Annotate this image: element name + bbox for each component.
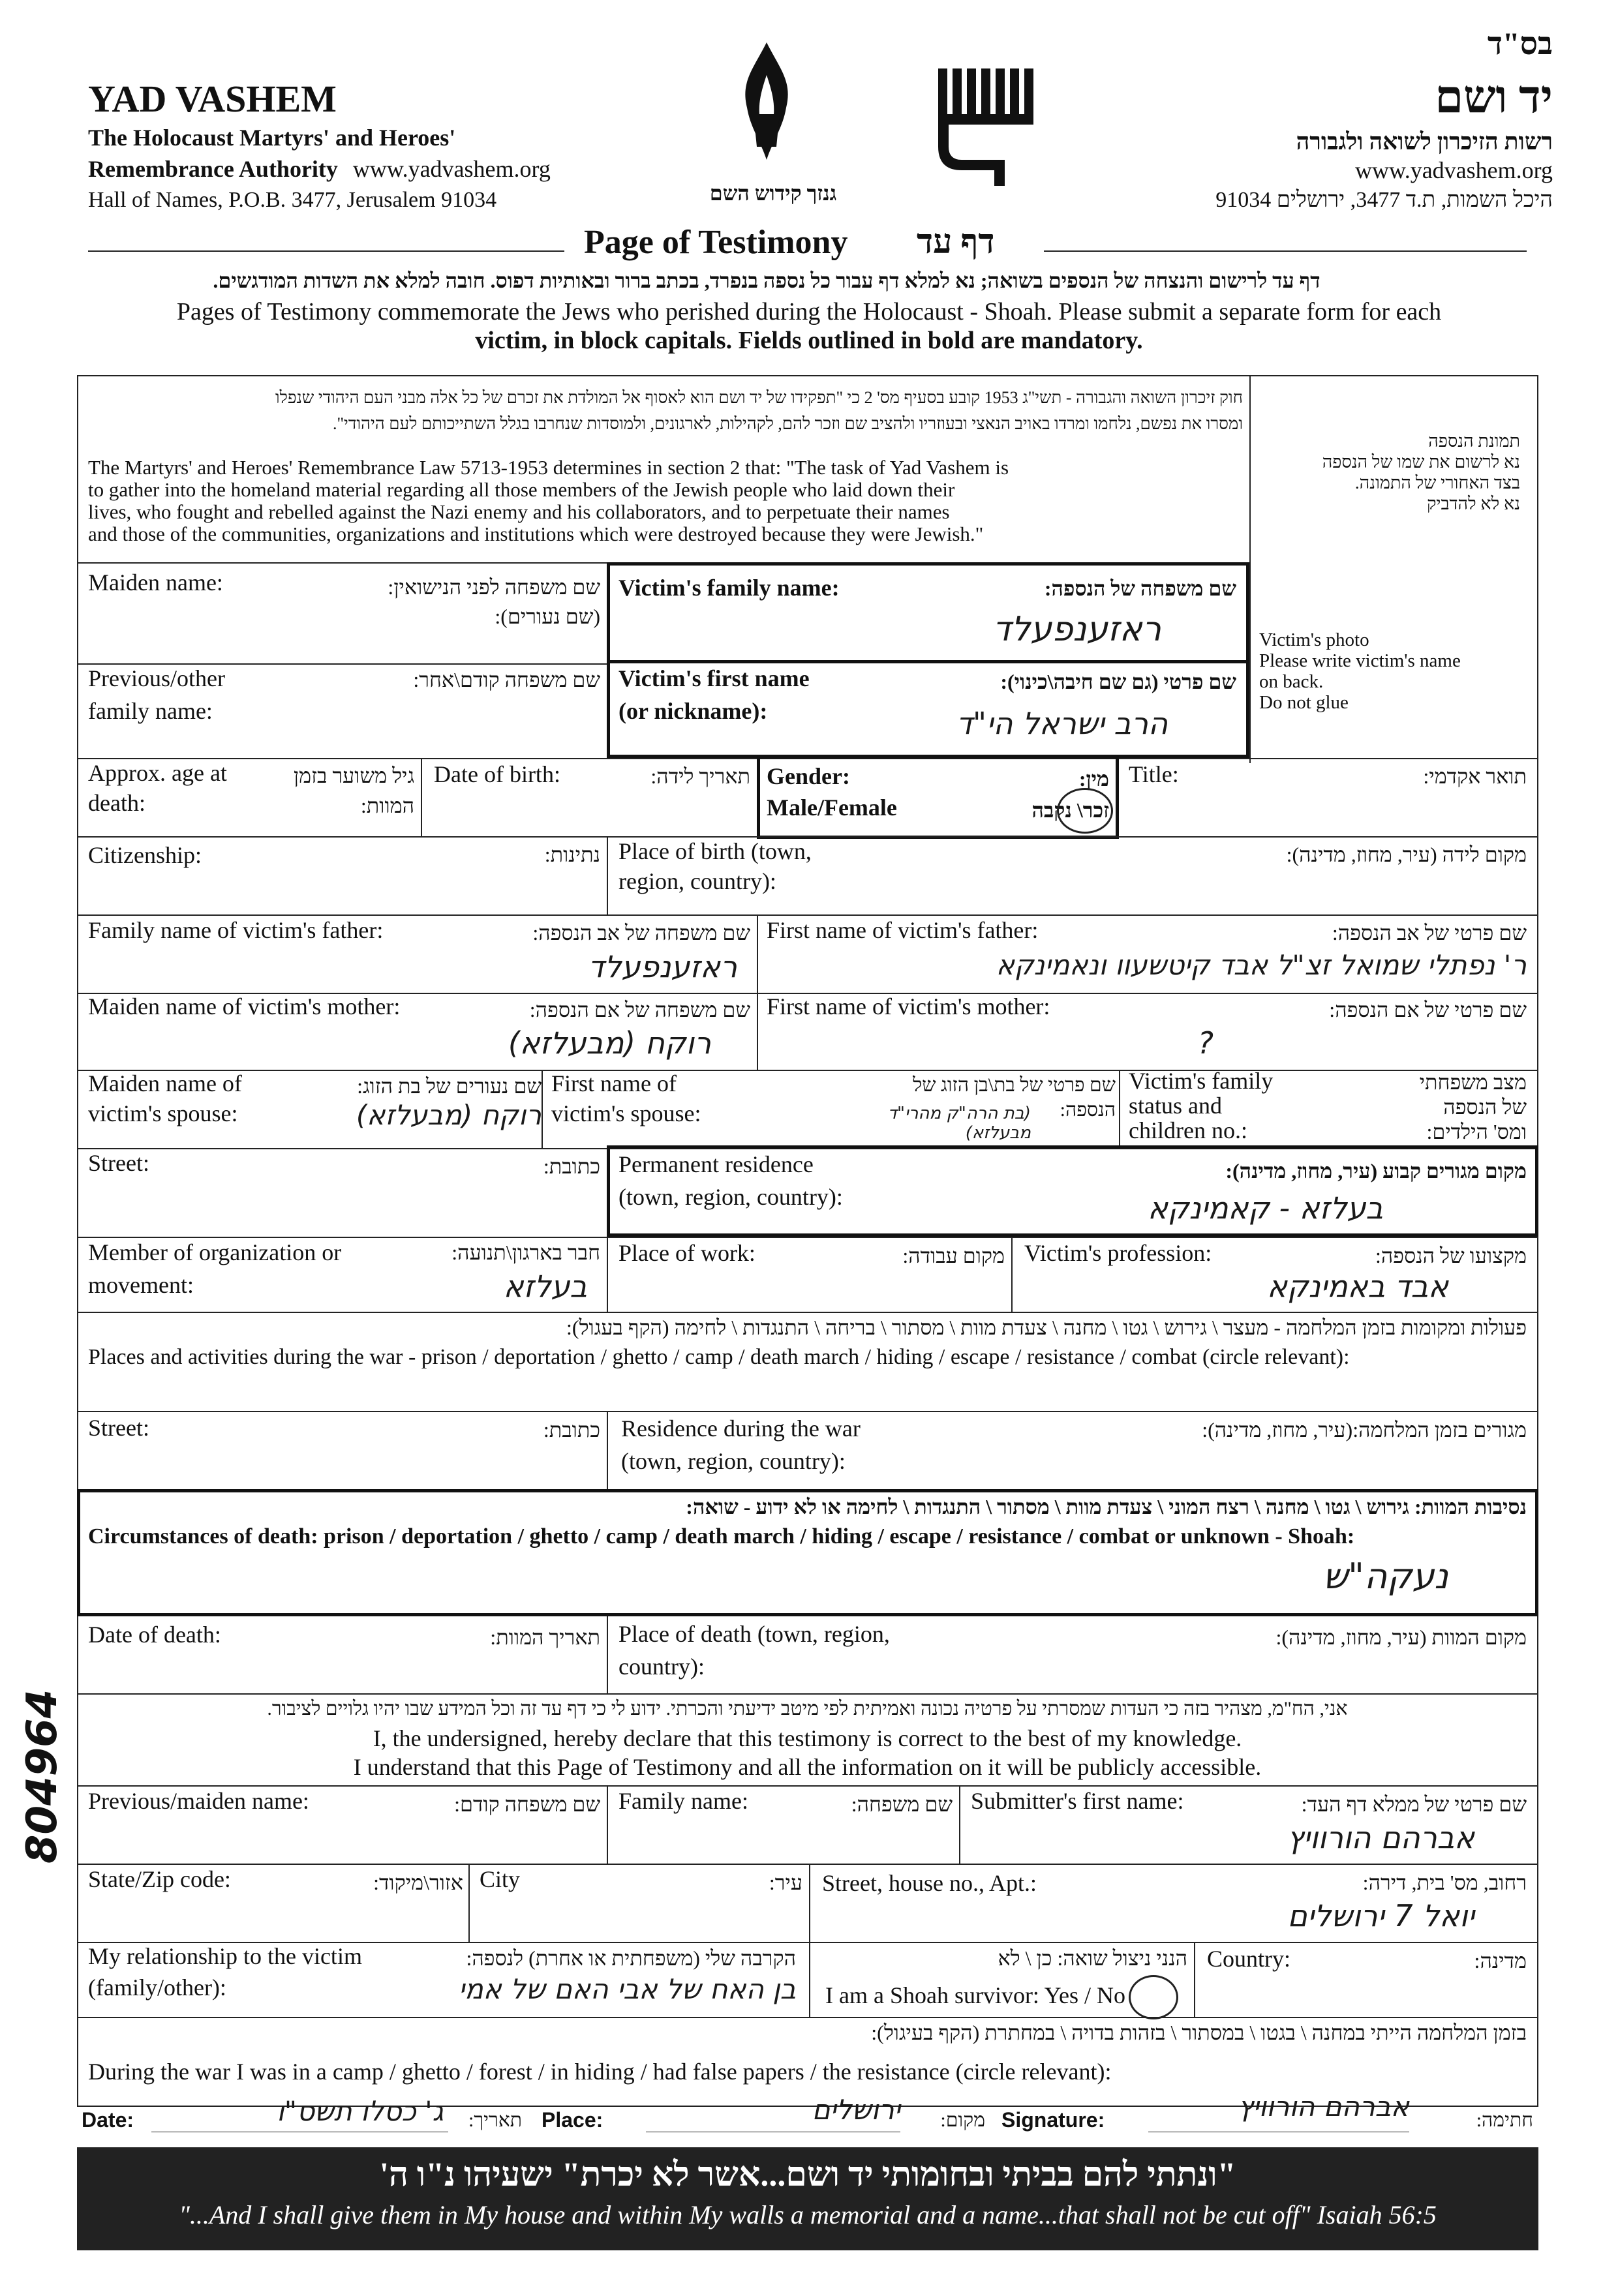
rule-sub-2a — [468, 1864, 470, 1942]
organization-label-2: movement: — [88, 1272, 194, 1298]
law-en-3: lives, who fought and rebelled against the Nazi enemy and his collaborators, and to perpetuate their names — [88, 500, 950, 523]
photo-en-1: Victim's photo — [1259, 629, 1369, 650]
sub-zip-he: אזור\מיקוד: — [373, 1871, 463, 1894]
spouse-first-label-2: victim's spouse: — [551, 1100, 701, 1126]
intro-he: דף עד לרישום והנצחה של הנספים בשואה; נא למלא דף עבור כל נספה בנפרד, בכתב ברור ובאותיות דפוס. חובה למלא את השדות המודגשים. — [213, 269, 1320, 292]
organization-he: חבר בארגון\תנועה: — [451, 1241, 600, 1264]
gender-label — [767, 761, 897, 823]
father-first-value[interactable]: ר' נפתלי שמואל זצ"ל אבד קיטשעוו ונאמינקא — [996, 949, 1527, 981]
prev-family-label-1: Previous/other — [88, 665, 225, 691]
gender-he-2: זכר\ נקבה — [1031, 798, 1109, 822]
mother-maiden-label: Maiden name of victim's mother: — [88, 993, 401, 1020]
profession-he: מקצועו של הנספה: — [1375, 1244, 1527, 1267]
org-name-en: YAD VASHEM — [88, 78, 337, 120]
dob-label: Date of birth: — [434, 761, 560, 787]
sub-family-label: Family name: — [618, 1788, 748, 1814]
father-first-he: שם פרטי של אב הנספה: — [1332, 921, 1527, 944]
profession-label: Victim's profession: — [1024, 1240, 1212, 1266]
birth-place-label-1: Place of birth (town, — [618, 838, 812, 864]
org-sub-he: רשות הזיכרון לשואה ולגבורה — [1296, 128, 1553, 155]
maiden-name-he-2: (שם נעורים): — [495, 605, 600, 628]
place-label: Place: — [542, 2108, 603, 2132]
family-status-he-1: מצב משפחתי — [1419, 1070, 1527, 1094]
address-en: Hall of Names, P.O.B. 3477, Jerusalem 91034 — [88, 188, 497, 212]
rule-age-dob — [421, 758, 422, 836]
rule-sub-1b — [959, 1785, 960, 1864]
residence-label-2: (town, region, country): — [618, 1184, 843, 1210]
rule-row-7 — [77, 1070, 1538, 1071]
org-sub-en-2 — [88, 155, 551, 183]
profession-value[interactable]: אבד באמינקא — [1267, 1269, 1448, 1304]
age-he-2: המוות: — [360, 794, 414, 817]
family-status-label-3: children no.: — [1129, 1117, 1247, 1143]
photo-he-4: נא לא להדביק — [1426, 494, 1520, 513]
dob-he: תאריך לידה: — [650, 764, 750, 788]
family-status-label — [1129, 1068, 1273, 1143]
sub-relationship-label-2: (family/other): — [88, 1974, 226, 2001]
during-war-en: During the war I was in a camp / ghetto / forest / in hiding / had false papers / the resistance (circle relevant): — [88, 2059, 1112, 2085]
website-he: www.yadvashem.org — [1355, 157, 1553, 183]
rule-citizenship — [607, 836, 608, 914]
photo-en — [1259, 629, 1533, 713]
birth-place-label — [618, 836, 812, 896]
law-he-2: ומסרו את נפשם, נלחמו ומרדו באויב הנאצי ובעוזריו ולהציב שם וזכר להם, לקהילות, לארגונים, ולמוסדות שנחרבו בגלל השתייכותם לעם היהודי". — [332, 414, 1243, 433]
declaration-en-1: I, the undersigned, hereby declare that this testimony is correct to the best of my knowledge. — [373, 1725, 1242, 1751]
sub-zip-label: State/Zip code: — [88, 1866, 231, 1892]
organization-label-1: Member of organization or — [88, 1239, 342, 1265]
title-rule-right — [1044, 250, 1527, 252]
death-place-label-1: Place of death (town, region, — [618, 1621, 890, 1647]
rule-sub-1a — [607, 1785, 608, 1864]
age-label — [88, 758, 227, 818]
photo-divider — [1249, 375, 1251, 763]
rule-org — [607, 1237, 608, 1312]
family-name-value[interactable]: ראזענפעלד — [992, 610, 1161, 649]
rule-death — [607, 1616, 608, 1693]
date-label: Date: — [82, 2108, 134, 2132]
sub-street-value[interactable]: יואל 7 ירושלים — [1287, 1898, 1474, 1933]
photo-en-3: on back. — [1259, 671, 1324, 692]
signature-he: חתימה: — [1476, 2109, 1533, 2131]
prev-family-label — [88, 662, 225, 727]
family-status-he-3: ומס' הילדים: — [1426, 1120, 1527, 1143]
residence-label — [618, 1148, 843, 1213]
spouse-maiden-label — [88, 1068, 242, 1128]
sub-survivor-he: הנני ניצול שואה: כן \ לא — [998, 1946, 1187, 1970]
family-status-label-1: Victim's family — [1129, 1068, 1274, 1094]
gender-label-2: Male/Female — [767, 794, 897, 821]
date-value[interactable]: ג' כסלו תשס"ו — [277, 2095, 444, 2127]
photo-en-4: Do not glue — [1259, 692, 1349, 713]
declaration-he: אני, הח"מ, מצהיר בזה כי העדות שמסרתי על פרטיה נכונה ואמיתית לפי מיטב ידיעתי והכרתי. ידוע לי כי דף עד זה וכל המידע שבו יהיו גלויים לציבור. — [267, 1698, 1348, 1719]
sub-prev-maiden-he: שם משפחה קודם: — [454, 1792, 600, 1816]
rule-spouse-1 — [542, 1070, 543, 1148]
survivor-circle — [1129, 1975, 1178, 2019]
menorah-logo — [933, 62, 1037, 192]
mother-first-he: שם פרטי של אם הנספה: — [1329, 998, 1527, 1021]
first-name-he: שם פרטי (גם שם חיבה\כינוי): — [1000, 670, 1236, 693]
rule-spouse-2 — [1119, 1070, 1120, 1148]
spouse-maiden-label-1: Maiden name of — [88, 1070, 242, 1096]
war-residence-label-2: (town, region, country): — [621, 1448, 846, 1474]
mother-maiden-value[interactable]: רוקח (מבעלזא) — [508, 1025, 711, 1061]
photo-he-2: נא לרשום את שמו של הנספה — [1322, 452, 1520, 472]
rule-work — [1011, 1237, 1013, 1312]
rule-submitter-1 — [77, 1785, 1538, 1787]
first-name-label — [618, 662, 810, 727]
during-war-he: בזמן המלחמה הייתי במחנה \ בגטו \ במסתור \ בזהות בדויה \ במחתרת (הקף בעיגול): — [871, 2021, 1527, 2044]
sub-first-value[interactable]: אברהם הורוויץ — [1287, 1820, 1474, 1855]
father-family-value[interactable]: ראזענפעלד — [588, 949, 737, 984]
spouse-first-he-1: שם פרטי של בת\בן הזוג של — [913, 1074, 1116, 1096]
birth-place-he: מקום לידה (עיר, מחוז, מדינה): — [1286, 843, 1527, 866]
street-label: Street: — [88, 1150, 149, 1176]
authority-label: Remembrance Authority — [88, 156, 338, 182]
footer-banner — [77, 2147, 1538, 2250]
title-he: דף עד — [917, 224, 995, 261]
intro-en-2: victim, in block capitals. Fields outlined in bold are mandatory. — [475, 327, 1143, 354]
address-he: היכל השמות, ת.ד 3477, ירושלים 91034 — [1215, 188, 1553, 212]
place-value[interactable]: ירושלים — [812, 2094, 900, 2126]
signature-label: Signature: — [1001, 2108, 1105, 2132]
rule-row-10 — [77, 1312, 1538, 1313]
top-right-mark: בס"ד — [1487, 27, 1553, 61]
spouse-first-value[interactable]: (בת הרה"ק מהרי"ד מבעלזא) — [887, 1104, 1031, 1143]
sub-relationship-he: הקרבה שלי (משפחתית או אחרת) לנספה: — [466, 1946, 796, 1970]
sub-relationship-label — [88, 1941, 362, 2003]
death-place-he: מקום המוות (עיר, מחוז, מדינה): — [1275, 1625, 1527, 1649]
sub-city-he: עיר: — [769, 1871, 802, 1894]
sub-family-he: שם משפחה: — [851, 1792, 953, 1816]
war-residence-label-1: Residence during the war — [621, 1415, 861, 1442]
sub-country-he: מדינה: — [1474, 1949, 1527, 1972]
signature-value[interactable]: אברהם הורוויץ — [1238, 2091, 1409, 2122]
family-status-he — [1357, 1070, 1527, 1144]
photo-he-3: בצד האחורי של התמונה. — [1354, 473, 1520, 492]
sub-city-label: City — [480, 1866, 521, 1892]
first-name-value[interactable]: הרב ישראל הי"ד — [956, 706, 1168, 741]
war-places-en: Places and activities during the war - prison / deportation / ghetto / camp / death march / hiding / escape / resistance / combat (circle relevant): — [88, 1345, 1350, 1369]
gender-circle — [1057, 788, 1113, 834]
spouse-first-label-1: First name of — [551, 1070, 677, 1096]
residence-label-1: Permanent residence — [618, 1151, 814, 1177]
photo-en-2: Please write victim's name — [1259, 650, 1461, 671]
age-label-2: death: — [88, 790, 145, 816]
org-sub-en-1: The Holocaust Martyrs' and Heroes' — [88, 125, 456, 151]
gender-label-1: Gender: — [767, 763, 850, 789]
sub-street-he: רחוב, מס' בית, דירה: — [1362, 1871, 1527, 1894]
rule-sub-3a — [809, 1942, 810, 2017]
prev-family-he: שם משפחה קודם\אחר: — [413, 668, 600, 691]
spouse-maiden-value[interactable]: רוקח (מבעלזא) — [356, 1099, 542, 1131]
workplace-he: מקום עבודה: — [902, 1244, 1005, 1267]
title-label: Title: — [1129, 761, 1179, 787]
sub-relationship-value[interactable]: בן האח של אבי האם של אמי — [458, 1973, 796, 2005]
intro-en-1: Pages of Testimony commemorate the Jews who perished during the Holocaust - Shoah. Please submit a separate form for each — [176, 298, 1442, 325]
rule-submitter-4 — [77, 2017, 1538, 2018]
age-he-1: גיל משוער בזמן — [293, 764, 414, 787]
website-en: www.yadvashem.org — [352, 156, 551, 182]
spouse-maiden-he: שם נעורים של בת הזוג: — [357, 1074, 542, 1098]
gender-he-1: מין: — [1078, 767, 1109, 791]
street-he: כתובת: — [543, 1155, 600, 1178]
declaration-en-2: I understand that this Page of Testimony and all the information on it will be publicly accessible. — [353, 1754, 1262, 1780]
rule-declaration — [77, 1693, 1538, 1695]
family-name-label: Victim's family name: — [618, 575, 840, 601]
age-he — [287, 761, 414, 821]
age-label-1: Approx. age at — [88, 760, 227, 786]
sub-relationship-label-1: My relationship to the victim — [88, 1943, 362, 1969]
maiden-name-he: שם משפחה לפני הנישואין: — [388, 575, 600, 599]
mother-first-label: First name of victim's mother: — [767, 993, 1050, 1020]
death-date-label: Date of death: — [88, 1622, 221, 1648]
title-rule-left — [88, 250, 564, 252]
spouse-maiden-label-2: victim's spouse: — [88, 1100, 238, 1126]
workplace-label: Place of work: — [618, 1240, 756, 1266]
photo-he-1: תמונת הנספה — [1428, 431, 1520, 451]
mother-maiden-he: שם משפחה של אם הנספה: — [529, 998, 750, 1021]
circumstances-he: נסיבות המוות: גירוש \ גטו \ מחנה \ רצח המוני \ צעדת מוות \ מסתור \ התנגדות \ לחימה או לא ידוע - שואה: — [686, 1495, 1527, 1518]
first-name-label-2: (or nickname): — [618, 698, 768, 724]
photo-he — [1259, 430, 1520, 514]
sub-survivor-en: I am a Shoah survivor: Yes / No — [825, 1982, 1125, 2008]
law-he-1: חוק זיכרון השואה והגבורה - תשי"ג 1953 קובע בסעיף מס' 2 כי "תפקידו של יד ושם הוא לאסוף אל המולדת את זכרם של כל אלה מבני העם היהודי שנפלו — [275, 388, 1243, 407]
organization-label — [88, 1236, 341, 1301]
war-street-he: כתובת: — [543, 1418, 600, 1442]
father-family-label: Family name of victim's father: — [88, 917, 384, 943]
flame-logo — [727, 36, 806, 166]
war-street-label: Street: — [88, 1415, 149, 1441]
mother-first-value[interactable]: ? — [1197, 1025, 1214, 1061]
first-name-label-1: Victim's first name — [618, 665, 810, 691]
rule-sub-3b — [1194, 1942, 1195, 2017]
place-he: מקום: — [940, 2109, 985, 2131]
death-place-label — [618, 1618, 890, 1683]
side-number: 804964 — [18, 1689, 67, 1864]
death-date-he: תאריך המוות: — [490, 1625, 600, 1649]
citizenship-label: Citizenship: — [88, 842, 202, 868]
family-name-he: שם משפחה של הנספה: — [1044, 577, 1236, 600]
rule-war-street — [607, 1411, 608, 1489]
father-first-label: First name of victim's father: — [767, 917, 1039, 943]
war-residence-he: מגורים בזמן המלחמה:(עיר, מחוז, מדינה): — [1202, 1418, 1527, 1442]
war-places-he: פעולות ומקומות בזמן המלחמה - מעצר \ גירוש \ גטו \ מחנה \ צעדת מוות \ מסתור \ בריחה \ התנגדות \ לחימה (הקף בעגול): — [566, 1316, 1527, 1339]
title-en: Page of Testimony — [584, 224, 848, 261]
death-place-label-2: country): — [618, 1654, 705, 1680]
family-status-he-2: של הנספה — [1443, 1095, 1527, 1119]
logo-caption: גנזך קידוש השם — [709, 181, 837, 205]
war-residence-label — [621, 1412, 861, 1477]
footer-he: "ונתתי להם בביתי ובחומותי יד ושם...אשר לא יכרת" ישעיהו נ"ו ה' — [379, 2156, 1236, 2194]
sub-prev-maiden-label: Previous/maiden name: — [88, 1788, 309, 1814]
sub-street-label: Street, house no., Apt.: — [822, 1870, 1037, 1896]
law-en-2: to gather into the homeland material regarding all those members of the Jewish people who laid down their — [88, 478, 955, 501]
organization-value[interactable]: בעלזא — [503, 1269, 587, 1304]
law-en-1: The Martyrs' and Heroes' Remembrance Law 5713-1953 determines in section 2 that: "The task of Yad Vashem is — [88, 456, 1009, 479]
sub-first-label: Submitter's first name: — [971, 1788, 1184, 1814]
residence-value[interactable]: בעלזא - קאמינקא — [1148, 1190, 1383, 1226]
date-he: תאריך: — [468, 2109, 522, 2131]
citizenship-he: נתינות: — [544, 843, 600, 866]
birth-place-label-2: region, country): — [618, 868, 776, 894]
law-en — [88, 457, 1243, 545]
father-family-he: שם משפחה של אב הנספה: — [532, 921, 750, 944]
sub-country-label: Country: — [1207, 1946, 1291, 1972]
org-name-he: יד ושם — [1435, 72, 1553, 123]
rule-sub-2b — [809, 1864, 810, 1942]
prev-family-label-2: family name: — [88, 698, 213, 724]
family-status-label-2: status and — [1129, 1093, 1222, 1119]
footer-en: "...And I shall give them in My house and within My walls a memorial and a name...that shall not be cut off" Isaiah 56:5 — [179, 2200, 1437, 2229]
circumstances-value[interactable]: נעקה"ש — [1322, 1556, 1448, 1597]
circumstances-en: Circumstances of death: prison / deportation / ghetto / camp / death march / hiding / escape / resistance / combat or unknown - Shoah: — [88, 1524, 1355, 1548]
law-en-4: and those of the communities, organizations and institutions which were destroyed because they were Jewish." — [88, 522, 984, 545]
spouse-first-label — [551, 1068, 701, 1128]
title-he: תואר אקדמי: — [1423, 764, 1527, 788]
spouse-first-he-2: הנספה: — [1060, 1099, 1116, 1121]
residence-he: מקום מגורים קבוע (עיר, מחוז, מדינה): — [1225, 1159, 1527, 1183]
maiden-name-label: Maiden name: — [88, 569, 223, 596]
sub-first-he: שם פרטי של ממלא דף העד: — [1301, 1792, 1527, 1816]
rule-submitter-2 — [77, 1864, 1538, 1865]
rule-row-5 — [77, 914, 1538, 916]
